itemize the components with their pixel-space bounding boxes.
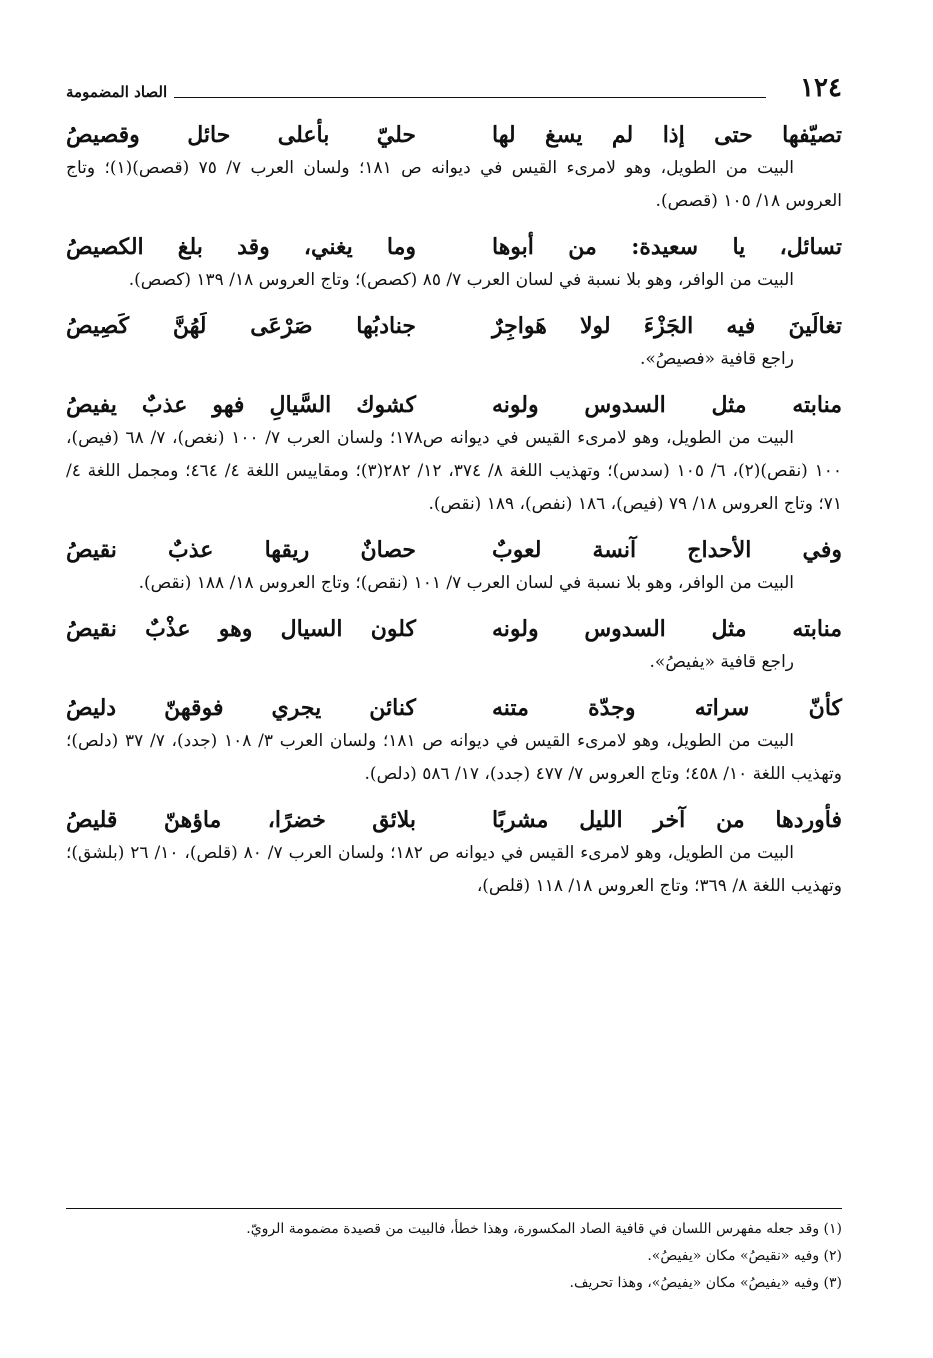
verse-line: [66, 535, 842, 565]
second-hemistich: كلون السيال وهو عذْبٌ نقيصُ: [66, 616, 416, 642]
verse-entry: [66, 693, 842, 791]
second-hemistich: كنائن يجري فوقهنّ دليصُ: [66, 695, 416, 721]
first-hemistich: تغالَينَ فيه الجَزْءَ لولا هَواجِرٌ: [492, 313, 842, 339]
verse-note: البيت من الوافر، وهو بلا نسبة في لسان العرب ٧/ ٨٥ (كصص)؛ وتاج العروس ١٨/ ١٣٩ (كصص).: [128, 270, 794, 290]
verse-entry: [66, 232, 842, 297]
verse-line: [66, 232, 842, 262]
running-header: [66, 72, 842, 102]
page-number: ١٢٤: [800, 73, 842, 103]
verse-note: البيت من الوافر، وهو بلا نسبة في لسان العرب ٧/ ١٠١ (نقص)؛ وتاج العروس ١٨/ ١٨٨ (نقص).: [138, 573, 794, 593]
section-title: الصاد المضمومة: [66, 83, 168, 101]
verse-line: [66, 614, 842, 644]
first-hemistich: منابته مثل السدوس ولونه: [492, 616, 842, 642]
verse-entry: [66, 311, 842, 376]
first-hemistich: فأوردها من آخر الليل مشربًا: [492, 807, 842, 833]
second-hemistich: بلائق خضرًا، ماؤهنّ قليصُ: [66, 807, 416, 833]
footnote-rule: [66, 1208, 842, 1209]
verse-entry: [66, 390, 842, 521]
verse-note: البيت من الطويل، وهو لامرىء القيس في ديوانه ص ١٨١؛ ولسان العرب ٧/ ٧٥ (قصص)(١)؛ وتاج العروس ١٨/ ١٠٥ (قصص).: [66, 158, 842, 211]
verse-line: [66, 120, 842, 150]
first-hemistich: تسائل، يا سعيدة: من أبوها: [492, 234, 842, 260]
header-rule: [174, 97, 766, 98]
verse-line: [66, 390, 842, 420]
second-hemistich: وما يغني، وقد بلغ الكصيصُ: [66, 234, 416, 260]
verse-line: [66, 693, 842, 723]
first-hemistich: منابته مثل السدوس ولونه: [492, 392, 842, 418]
footnote-1: (١) وقد جعله مفهرس اللسان في قافية الصاد المكسورة، وهذا خطأ، فالبيت من قصيدة مضمومة الرويّ.: [246, 1221, 842, 1237]
verse-line: [66, 805, 842, 835]
first-hemistich: تصيّفها حتى إذا لم يسغ لها: [492, 122, 842, 148]
second-hemistich: كشوك السَّيالِ فهو عذبٌ يفيصُ: [66, 392, 416, 418]
footnote-3: (٣) وفيه «يفيصُ» مكان «يفيصُ»، وهذا تحريف.: [569, 1275, 842, 1291]
verse-entry: [66, 614, 842, 679]
page-body: [66, 72, 842, 903]
verse-entry: [66, 120, 842, 218]
verse-entry: [66, 805, 842, 903]
second-hemistich: جنادبُها صَرْعَى لَهُنَّ كَصِيصُ: [66, 313, 416, 339]
footnotes: [66, 1216, 842, 1297]
verse-note: البيت من الطويل، وهو لامرىء القيس في ديوانه ص١٧٨؛ ولسان العرب ٧/ ١٠٠ (نغص)، ٧/ ٦٨ (فيص)، ١٠٠ (نقص)(٢)، ٦/ ١٠٥ (سدس)؛ وتهذيب اللغة ٨/ ٣٧٤، ١٢/ ٢٨٢(٣)؛ ومقاييس اللغة ٤/ ٤٦٤؛ ومجمل اللغة ٤/ ٧١؛ وتاج العروس ١٨/ ٧٩ (فيص)، ١٨٦ (نفص)، ١٨٩ (نقص).: [66, 428, 843, 514]
first-hemistich: كأنّ سراته وجدّة متنه: [492, 695, 842, 721]
footnote-2: (٢) وفيه «نقيصُ» مكان «يفيصُ».: [647, 1248, 842, 1264]
verse-note: راجع قافية «يفيصُ».: [649, 652, 794, 672]
second-hemistich: حليّ بأعلى حائل وقصيصُ: [66, 122, 416, 148]
verse-line: [66, 311, 842, 341]
second-hemistich: حصانٌ ريقها عذبٌ نقيصُ: [66, 537, 416, 563]
first-hemistich: وفي الأحداج آنسة لعوبٌ: [492, 537, 842, 563]
verse-note: راجع قافية «فصيصُ».: [639, 349, 794, 369]
verse-entry: [66, 535, 842, 600]
verse-note: البيت من الطويل، وهو لامرىء القيس في ديوانه ص ١٨٢؛ ولسان العرب ٧/ ٨٠ (قلص)، ١٠/ ٢٦ (بلشق)؛ وتهذيب اللغة ٨/ ٣٦٩؛ وتاج العروس ١٨/ ١١٨ (قلص)،: [66, 843, 842, 896]
verse-note: البيت من الطويل، وهو لامرىء القيس في ديوانه ص ١٨١؛ ولسان العرب ٣/ ١٠٨ (جدد)، ٧/ ٣٧ (دلص)؛ وتهذيب اللغة ١٠/ ٤٥٨؛ وتاج العروس ٧/ ٤٧٧ (جدد)، ١٧/ ٥٨٦ (دلص).: [66, 731, 842, 784]
